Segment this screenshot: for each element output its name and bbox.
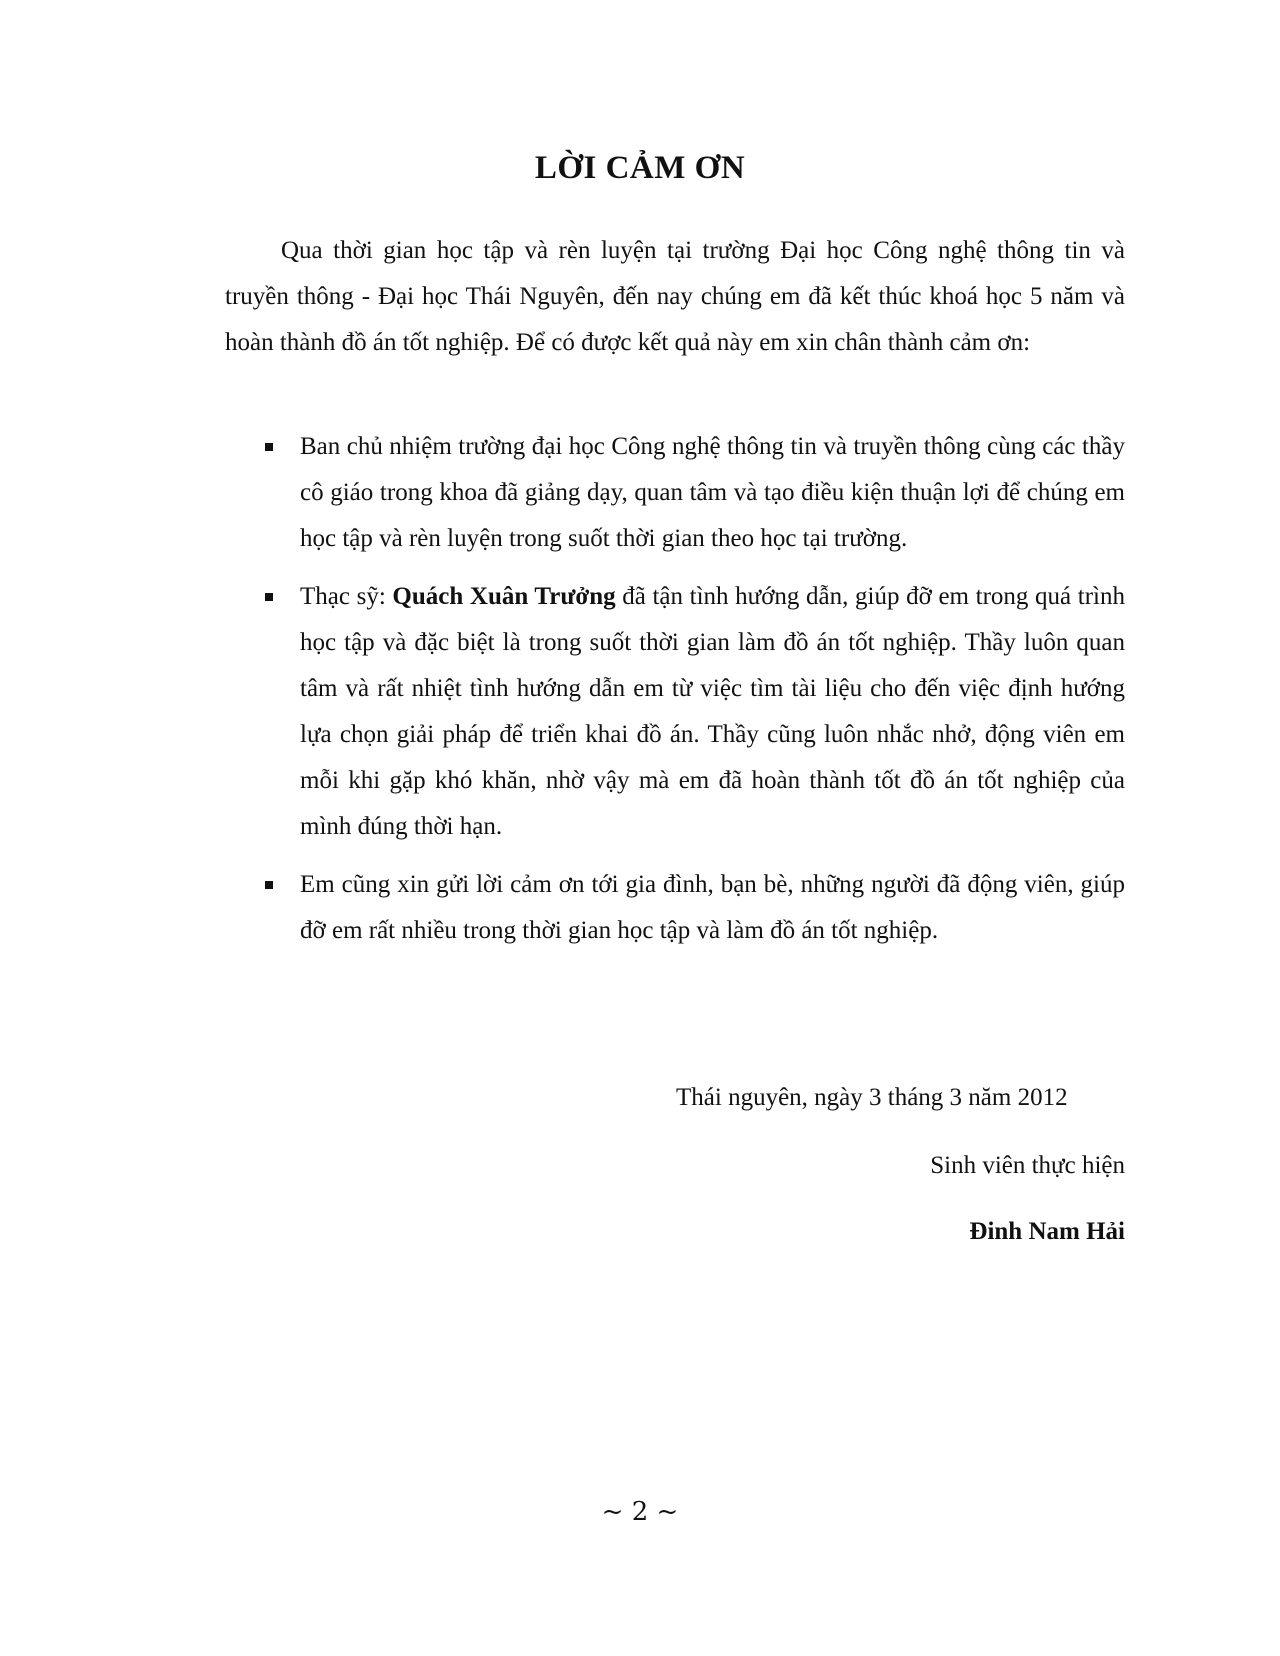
list-item-text: đã tận tình hướng dẫn, giúp đỡ em trong quá trình học tập và đặc biệt là trong suốt thời gian làm đồ án tốt nghiệp. Thầy luôn quan tâm và rất nhiệt tình hướng dẫn em từ việc tìm tài liệu cho đến việc định hướng lựa chọn giải pháp để triển khai đồ án. Thầy cũng luôn nhắc nhở, động viên em mỗi khi gặp khó khăn, nhờ vậy mà em đã hoàn thành tốt đồ án tốt nghiệp của mình đúng thời hạn. (300, 583, 1125, 840)
square-bullet-icon (265, 593, 273, 601)
advisor-name: Quách Xuân Trưởng (392, 583, 616, 610)
list-item (225, 862, 1125, 954)
signer-name: Đinh Nam Hải (969, 1218, 1125, 1245)
page-title: LỜI CẢM ƠN (534, 150, 746, 186)
acknowledgement-list (225, 424, 1125, 966)
list-item-text: Ban chủ nhiệm trường đại học Công nghệ thông tin và truyền thông cùng các thầy cô giáo trong khoa đã giảng dạy, quan tâm và tạo điều kiện thuận lợi để chúng em học tập và rèn luyện trong suốt thời gian theo học tại trường. (300, 433, 1125, 552)
list-item (225, 424, 1125, 562)
square-bullet-icon (265, 443, 273, 451)
page-number: ~ 2 ~ (601, 1497, 679, 1527)
list-item-prefix: Thạc sỹ: (300, 583, 393, 610)
signature-date: Thái nguyên, ngày 3 tháng 3 năm 2012 (676, 1084, 1068, 1111)
list-item-text: Em cũng xin gửi lời cảm ơn tới gia đình, bạn bè, những người đã động viên, giúp đỡ em rất nhiều trong thời gian học tập và làm đồ án tốt nghiệp. (300, 871, 1125, 944)
list-item (225, 574, 1125, 850)
intro-paragraph: Qua thời gian học tập và rèn luyện tại trường Đại học Công nghệ thông tin và truyền thông - Đại học Thái Nguyên, đến nay chúng em đã kết thúc khoá học 5 năm và hoàn thành đồ án tốt nghiệp. Để có được kết quả này em xin chân thành cảm ơn: (225, 237, 1125, 356)
square-bullet-icon (265, 881, 273, 889)
signer-role: Sinh viên thực hiện (930, 1152, 1125, 1179)
